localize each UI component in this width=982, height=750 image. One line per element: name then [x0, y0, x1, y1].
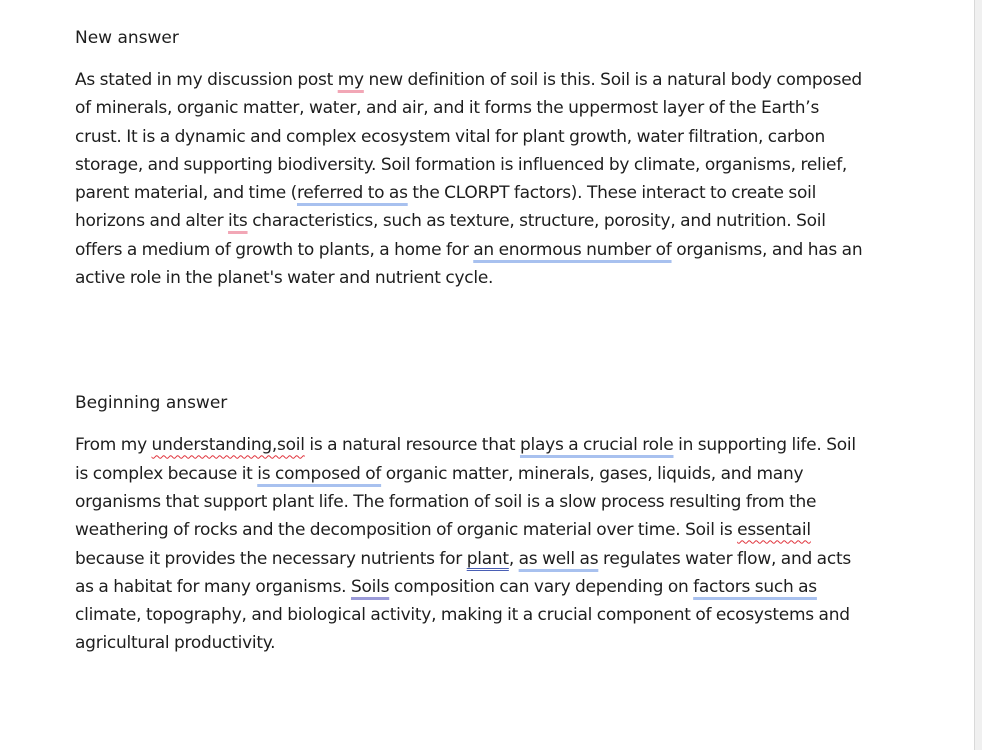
- paragraph-text: is a natural resource that: [304, 435, 520, 456]
- suggestion-underline[interactable]: referred to as: [296, 183, 408, 204]
- clarity-underline[interactable]: its: [228, 211, 248, 232]
- paragraph-text: organisms, and has an active role in the planet's water and nutrient cycle.: [75, 239, 863, 289]
- spelling-error-underline[interactable]: essentail: [737, 520, 811, 541]
- paragraph-text: As stated in my discussion post: [75, 70, 338, 90]
- suggestion-underline[interactable]: plays a crucial role: [519, 435, 674, 456]
- paragraph-text: organic matter, minerals, gases, liquids, and many organisms that support plant life. The formation of soil is a slow process resulting from the weathering of rocks and the decomposition of organic material over time. Soil is: [75, 463, 817, 541]
- spelling-error-underline[interactable]: understanding,soil: [151, 435, 305, 456]
- grammar-error-underline[interactable]: plant: [466, 548, 509, 569]
- paragraph-text: climate, topography, and biological activity, making it a crucial component of ecosystems and agricultural productivity.: [75, 605, 850, 654]
- new-answer-paragraph[interactable]: [75, 66, 865, 292]
- suggestion-underline[interactable]: as well as: [518, 548, 599, 569]
- beginning-answer-heading: Beginning answer: [75, 393, 228, 414]
- paragraph-text: in supporting life. Soil is complex because it: [75, 435, 856, 484]
- clarity-underline[interactable]: my: [337, 70, 364, 90]
- grammar-underline[interactable]: Soils: [350, 576, 390, 597]
- paragraph-text: regulates water flow, and acts as a habitat for many organisms.: [75, 548, 851, 597]
- paragraph-text: ,: [508, 548, 519, 569]
- paragraph-gap: [75, 292, 865, 389]
- page-edge-scroll-gutter[interactable]: [974, 0, 982, 750]
- suggestion-underline[interactable]: an enormous number of: [473, 239, 672, 260]
- paragraph-text: because it provides the necessary nutrients for: [75, 548, 467, 569]
- paragraph-text: composition can vary depending on: [389, 576, 694, 597]
- paragraph-text: new definition of soil is this. Soil is a natural body composed of minerals, organic matter, water, and air, and it forms the uppermost layer of the Earth’s crust. It is a dynamic and complex ecosystem vital for plant growth, water filtration, carbon storage, and supporting biodiversity. Soil formation is influenced by climate, organisms, relief, parent material, and time (: [75, 70, 862, 204]
- suggestion-underline[interactable]: is composed of: [257, 463, 382, 484]
- paragraph-text: From my: [75, 435, 152, 456]
- paragraph-text: characteristics, such as texture, structure, porosity, and nutrition. Soil offers a medium of growth to plants, a home for: [75, 211, 826, 260]
- suggestion-underline[interactable]: factors such as: [693, 576, 817, 597]
- new-answer-heading: New answer: [75, 28, 179, 48]
- beginning-answer-paragraph[interactable]: [75, 431, 865, 657]
- document-body[interactable]: [75, 24, 865, 658]
- paragraph-text: the CLORPT factors). These interact to create soil horizons and alter: [75, 183, 817, 232]
